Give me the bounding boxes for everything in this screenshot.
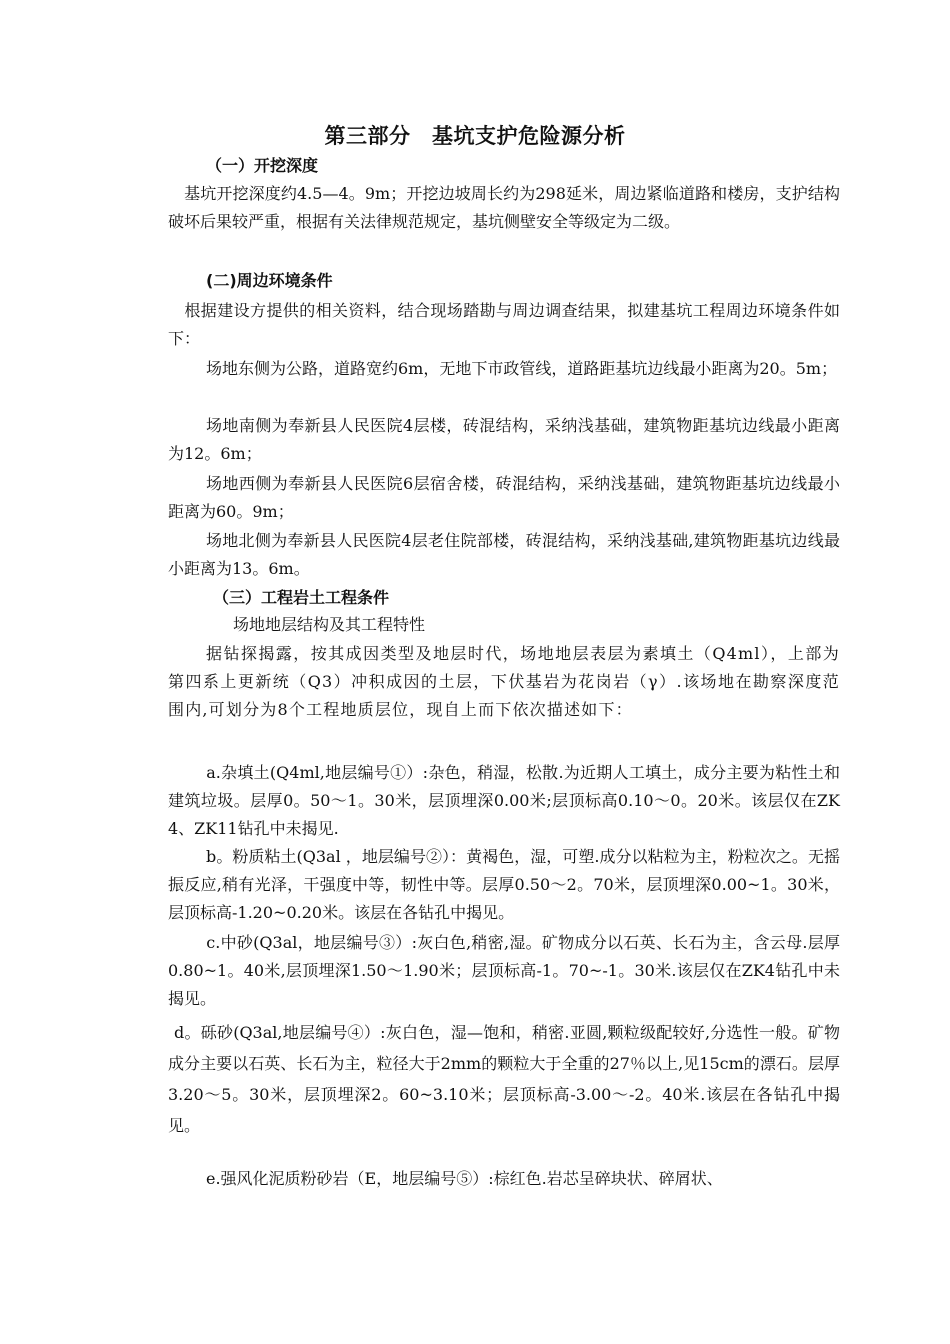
paragraph-layer-d: d。砾砂(Q3al,地层编号④）:灰白色，湿—饱和，稍密.亚圆,颗粒级配较好,分选性一般。矿物成分主要以石英、长石为主，粒径大于2mm的颗粒大于全重的27％以上,见15cm的漂石。层厚3.20～5。30米，层顶埋深2。60~3.10米；层顶标高-3.00～-2。40米.该层在各钻孔中揭见。 — [168, 1023, 840, 1135]
paragraph-layer-c: c.中砂(Q3al，地层编号③）:灰白色,稍密,湿。矿物成分以石英、长石为主，含云母.层厚0.80~1。40米,层顶埋深1.50～1.90米；层顶标高-1。70~-1。30米.该层仅在ZK4钻孔中未揭见。 — [168, 933, 840, 1008]
section-heading-surroundings: (二)周边环境条件 — [206, 271, 333, 290]
paragraph-south-side: 场地南侧为奉新县人民医院4层楼，砖混结构，采纳浅基础，建筑物距基坑边线最小距离为12。6m； — [168, 416, 840, 463]
paragraph-north-side: 场地北侧为奉新县人民医院4层老住院部楼，砖混结构，采纳浅基础,建筑物距基坑边线最小距离为13。6m。 — [168, 531, 840, 578]
subheading-strata: 场地地层结构及其工程特性 — [233, 615, 426, 634]
paragraph-excavation-depth: 基坑开挖深度约4.5—4。9m；开挖边坡周长约为298延米，周边紧临道路和楼房，支护结构破坏后果较严重，根据有关法律规范规定，基坑侧壁安全等级定为二级。 — [168, 184, 840, 231]
section-heading-excavation-depth: （一）开挖深度 — [206, 156, 319, 175]
page-title: 第三部分 基坑支护危险源分析 — [324, 124, 626, 148]
paragraph-surroundings-intro: 根据建设方提供的相关资料，结合现场踏勘与周边调查结果，拟建基坑工程周边环境条件如下： — [168, 301, 840, 348]
paragraph-layer-e: e.强风化泥质粉砂岩（E，地层编号⑤）:棕红色.岩芯呈碎块状、碎屑状、 — [190, 1169, 723, 1188]
paragraph-east-side: 场地东侧为公路，道路宽约6m，无地下市政管线，道路距基坑边线最小距离为20。5m； — [206, 359, 838, 378]
section-heading-geotechnical: （三）工程岩土工程条件 — [213, 588, 390, 607]
paragraph-layer-b: b。粉质粘土(Q3al ，地层编号②）：黄褐色，湿，可塑.成分以粘粒为主，粉粒次之。无摇振反应,稍有光泽，干强度中等，韧性中等。层厚0.50～2。70米，层顶埋深0.00~1。30米，层顶标高-1.20~0.20米。该层在各钻孔中揭见。 — [168, 847, 840, 922]
paragraph-west-side: 场地西侧为奉新县人民医院6层宿舍楼，砖混结构，采纳浅基础，建筑物距基坑边线最小距离为60。9m； — [168, 474, 840, 521]
paragraph-layer-a: a.杂填土(Q4ml,地层编号①）:杂色，稍湿，松散.为近期人工填土，成分主要为粘性土和建筑垃圾。层厚0。50～1。30米，层顶埋深0.00米;层顶标高0.10～0。20米。该层仅在ZK4、ZK11钻孔中未揭见. — [168, 763, 840, 838]
paragraph-drilling-overview: 据钻探揭露，按其成因类型及地层时代，场地地层表层为素填土（Q4ml），上部为第四系上更新统（Q3）冲积成因的土层，下伏基岩为花岗岩（γ）.该场地在勘察深度范围内,可划分为8个工程地质层位，现自上而下依次描述如下： — [168, 644, 840, 719]
